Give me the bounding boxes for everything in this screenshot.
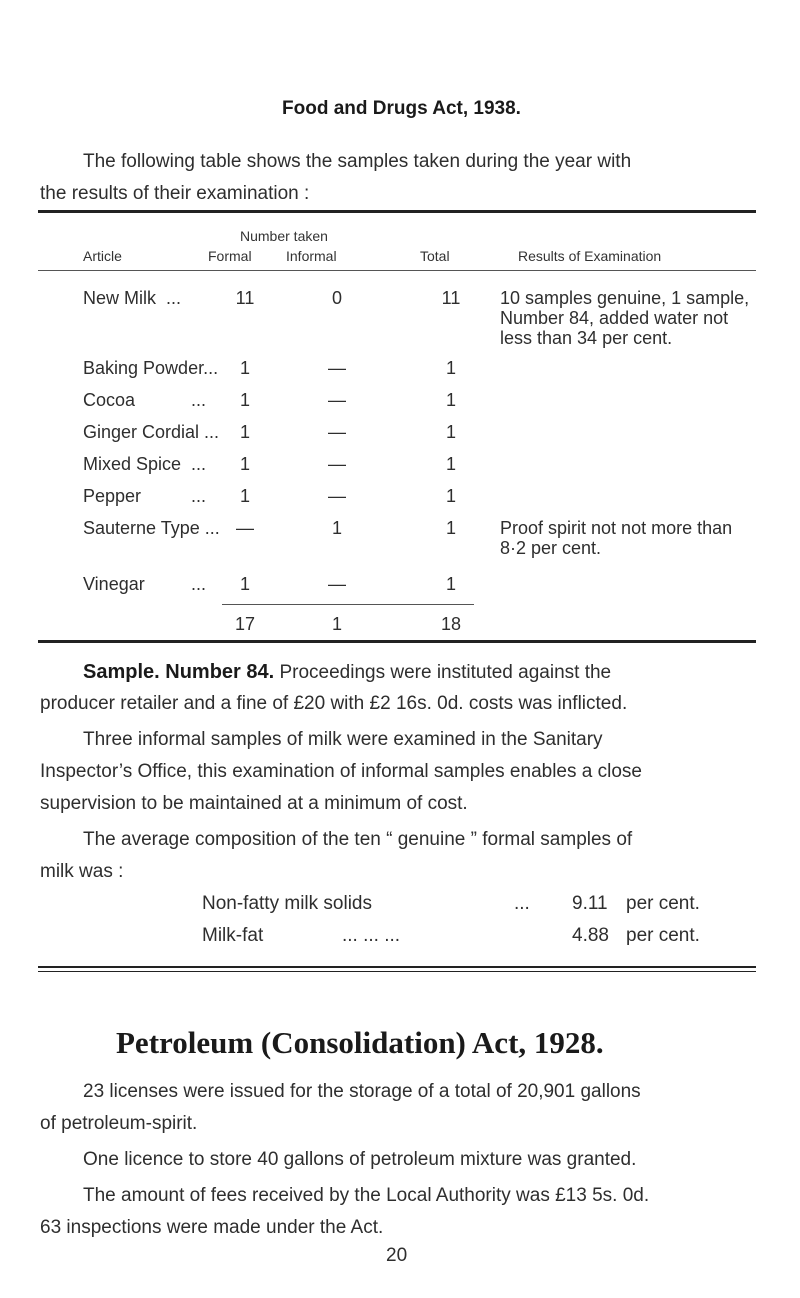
- table-row: [0, 518, 800, 558]
- row-formal: 1: [239, 422, 250, 442]
- table-row: [0, 574, 800, 598]
- petroleum-line-5: 63 inspections were made under the Act.: [40, 1217, 384, 1238]
- header-total: Total: [420, 248, 450, 264]
- row-article: Ginger Cordial ...: [83, 422, 220, 442]
- petroleum-line-3: One licence to store 40 gallons of petroleum mixture was granted.: [83, 1149, 637, 1170]
- average-line-2: milk was :: [40, 861, 124, 882]
- total-informal: 1: [331, 614, 342, 634]
- sample-line-2: producer retailer and a fine of £20 with £2 16s. 0d. costs was inflicted.: [40, 693, 628, 714]
- sample-line-1: Sample. Number 84. Proceedings were instituted against the: [83, 661, 612, 683]
- row-formal: 1: [239, 358, 250, 378]
- row-total: 11: [441, 288, 461, 308]
- row-article: Vinegar ...: [83, 574, 207, 594]
- row-informal: —: [328, 574, 346, 594]
- row-formal: 11: [235, 288, 255, 308]
- row-article: Mixed Spice ...: [83, 454, 207, 474]
- totals-row: [0, 614, 800, 638]
- informal-line-1: Three informal samples of milk were examined in the Sanitary: [83, 729, 603, 750]
- row-informal: —: [328, 390, 346, 410]
- sample-lead: Sample. Number 84.: [83, 661, 275, 683]
- petroleum-line-4: The amount of fees received by the Local Authority was £13 5s. 0d.: [83, 1185, 650, 1206]
- table-row: [0, 422, 800, 446]
- row-formal: 1: [239, 486, 250, 506]
- table-row: [0, 390, 800, 414]
- page-number: 20: [386, 1245, 408, 1266]
- composition-row: Milk-fat ... ... ... 4.88 per cent.: [202, 925, 700, 946]
- row-total: 1: [445, 574, 456, 594]
- header-formal: Formal: [208, 248, 252, 264]
- petroleum-line-1: 23 licenses were issued for the storage of a total of 20,901 gallons: [83, 1081, 641, 1102]
- row-formal: 1: [239, 390, 250, 410]
- header-informal: Informal: [286, 248, 337, 264]
- section-title-food-drugs: Food and Drugs Act, 1938.: [282, 98, 521, 119]
- row-total: 1: [445, 422, 456, 442]
- header-article: Article: [83, 248, 122, 264]
- row-formal: 1: [239, 574, 250, 594]
- row-informal: —: [328, 422, 346, 442]
- row-total: 1: [445, 454, 456, 474]
- row-result: Proof spirit not not more than 8·2 per cent.: [500, 518, 733, 558]
- row-formal: 1: [239, 454, 250, 474]
- row-informal: 1: [331, 518, 342, 538]
- section-title-petroleum: Petroleum (Consolidation) Act, 1928.: [116, 1025, 604, 1060]
- composition-row: Non-fatty milk solids ... 9.11 per cent.: [202, 893, 700, 914]
- intro-line-1: The following table shows the samples taken during the year with: [83, 151, 632, 172]
- row-result: 10 samples genuine, 1 sample, Number 84, added water not less than 34 per cent.: [500, 288, 750, 348]
- table-row: [0, 486, 800, 510]
- row-informal: 0: [331, 288, 342, 308]
- informal-line-3: supervision to be maintained at a minimum of cost.: [40, 793, 468, 814]
- section-divider-top: [38, 966, 756, 968]
- total-formal: 17: [234, 614, 256, 634]
- row-informal: —: [328, 358, 346, 378]
- row-article: Baking Powder...: [83, 358, 219, 378]
- intro-line-2: the results of their examination :: [40, 183, 310, 204]
- petroleum-line-2: of petroleum-spirit.: [40, 1113, 198, 1134]
- totals-rule: [222, 604, 474, 605]
- average-line-1: The average composition of the ten “ genuine ” formal samples of: [83, 829, 633, 850]
- row-article: Cocoa ...: [83, 390, 207, 410]
- table-bottom-rule: [38, 640, 756, 643]
- row-article: New Milk ...: [83, 288, 182, 308]
- informal-line-2: Inspector’s Office, this examination of informal samples enables a close: [40, 761, 642, 782]
- header-number-taken: Number taken: [240, 228, 328, 244]
- table-row: [0, 358, 800, 382]
- table-top-rule: [38, 210, 756, 213]
- table-row: [0, 454, 800, 478]
- table-row: [0, 288, 800, 348]
- row-formal: —: [236, 518, 254, 538]
- row-total: 1: [445, 518, 456, 538]
- header-results: Results of Examination: [518, 248, 662, 264]
- row-informal: —: [328, 486, 346, 506]
- header-rule: [38, 270, 756, 271]
- row-total: 1: [445, 486, 456, 506]
- row-total: 1: [445, 390, 456, 410]
- row-article: Sauterne Type ...: [83, 518, 220, 538]
- row-informal: —: [328, 454, 346, 474]
- row-total: 1: [445, 358, 456, 378]
- total-total: 18: [440, 614, 462, 634]
- section-divider-bottom: [38, 971, 756, 972]
- row-article: Pepper ...: [83, 486, 207, 506]
